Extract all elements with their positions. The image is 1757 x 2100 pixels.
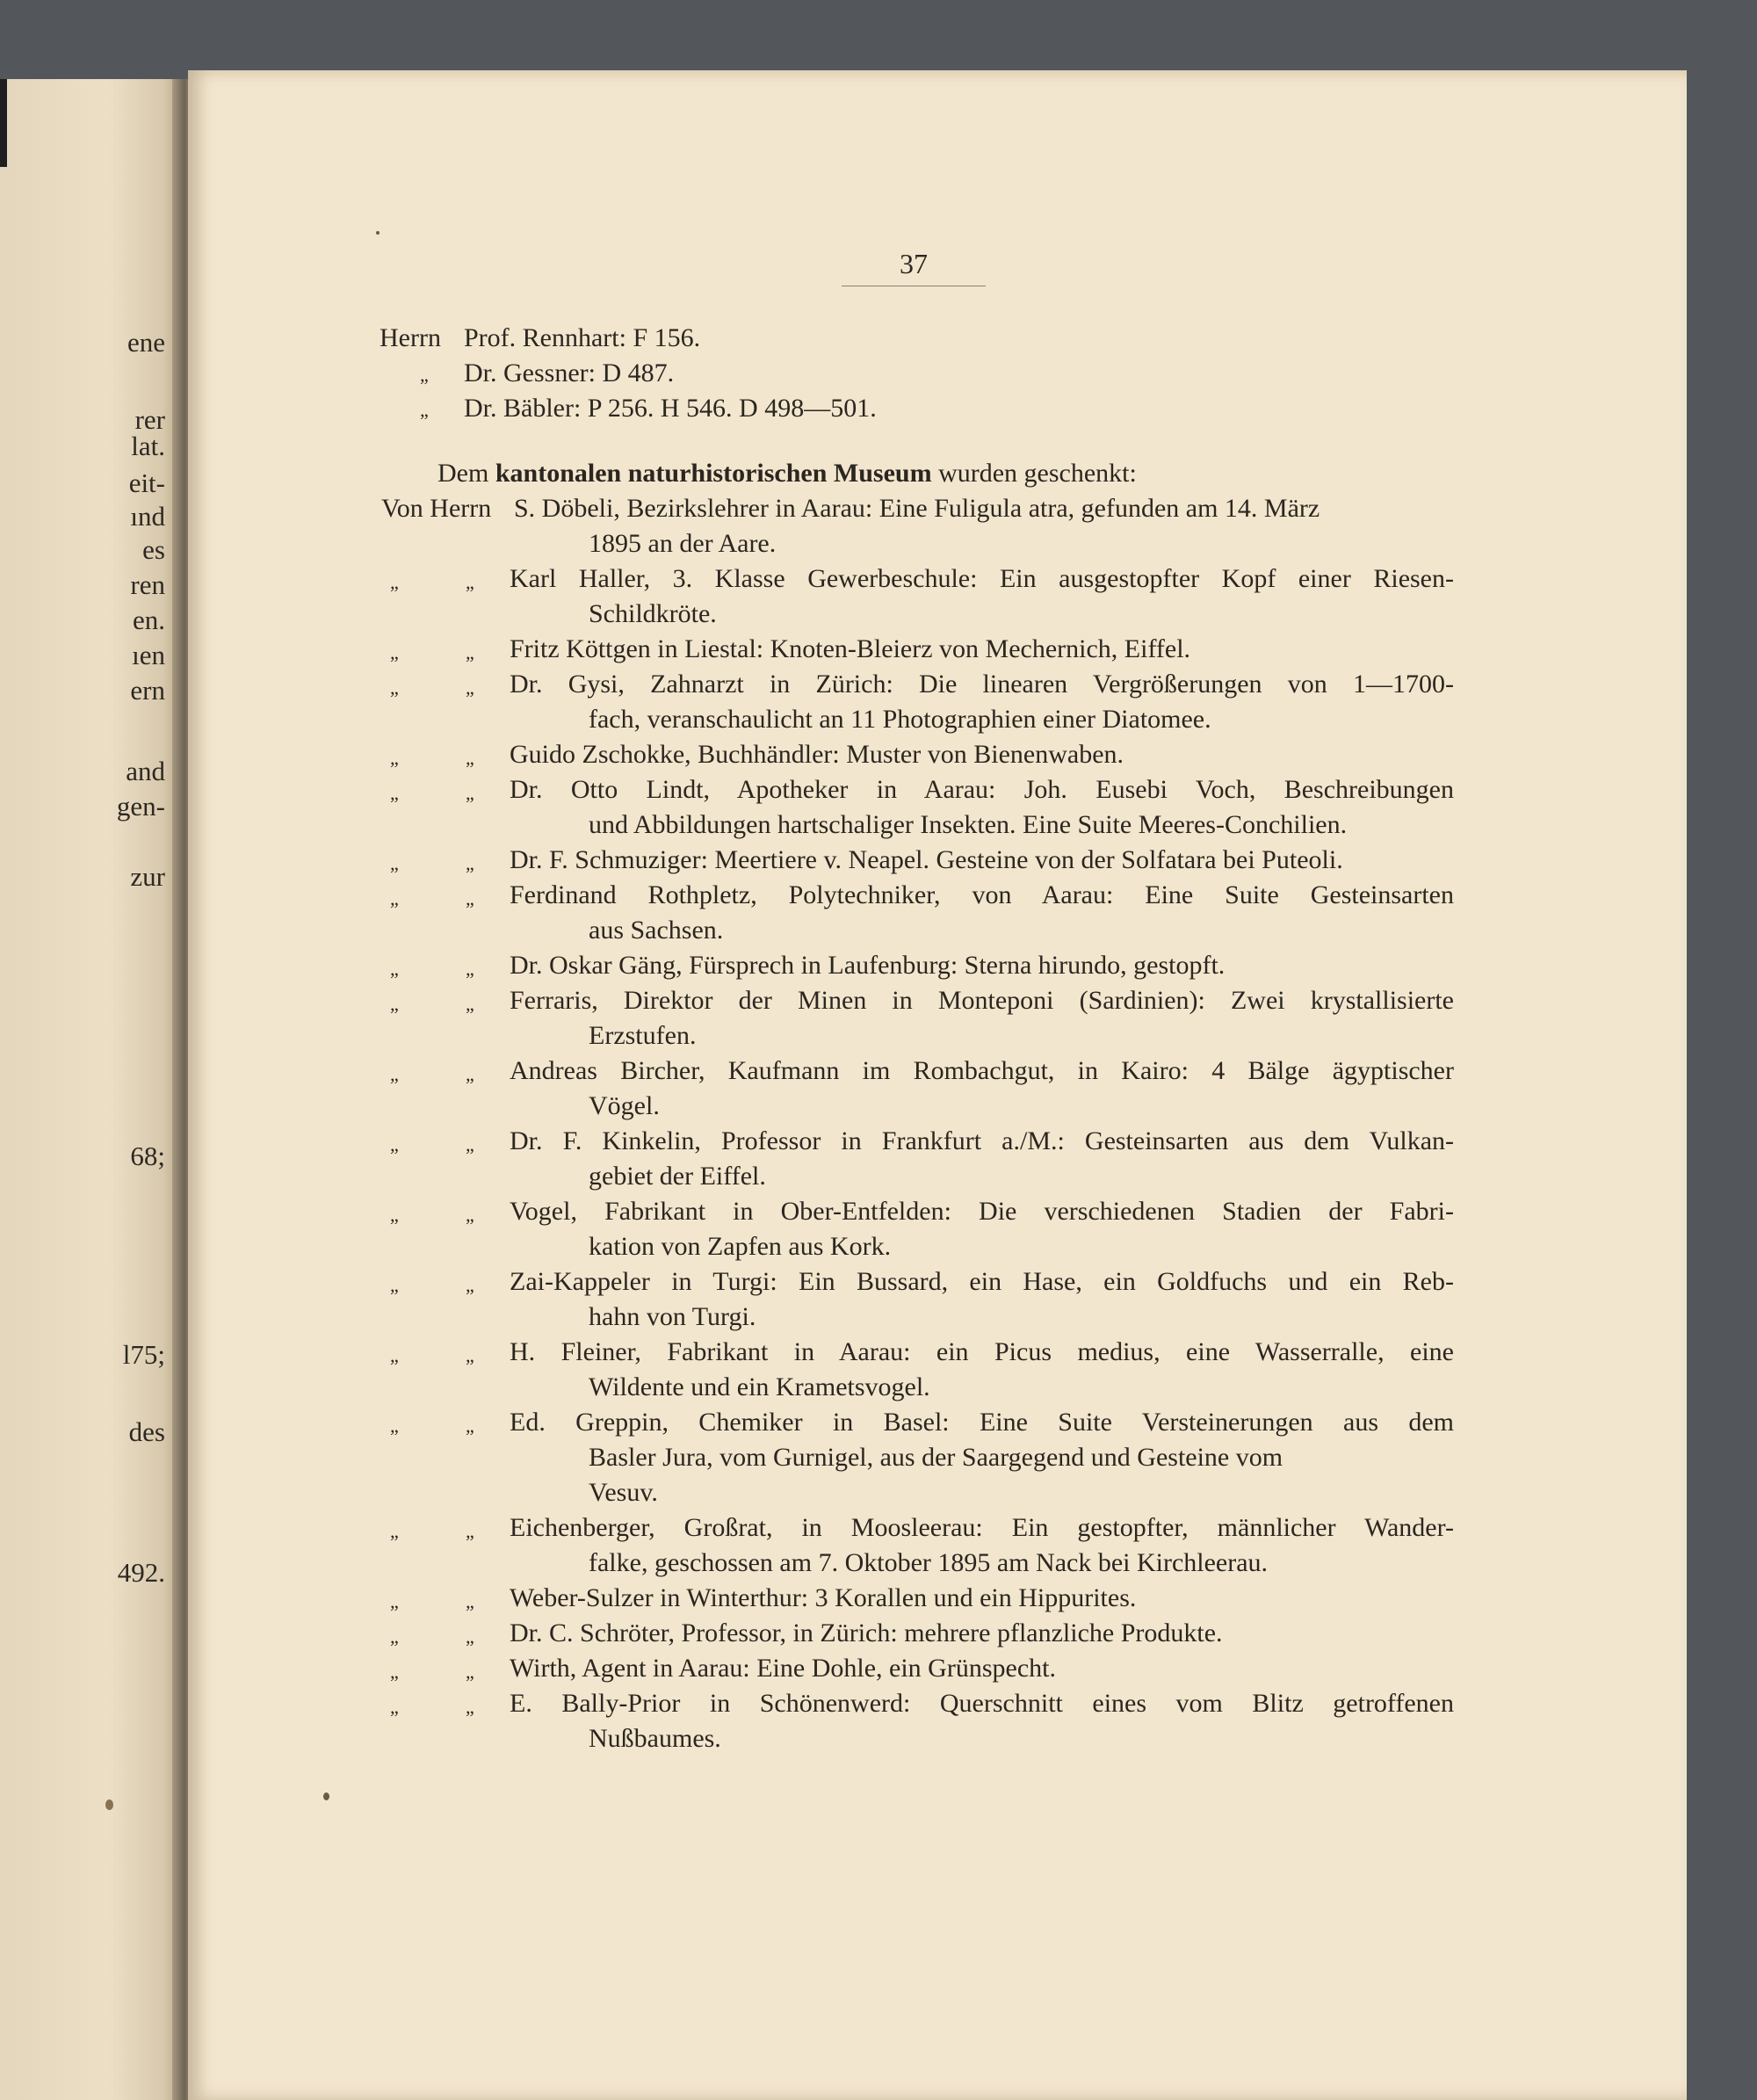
ditto-mark: „: [390, 641, 399, 663]
ditto-mark: „: [390, 1204, 399, 1226]
left-page-fragment: eit-: [128, 467, 165, 498]
heading-pre: Dem: [437, 459, 495, 488]
ditto-mark: „: [466, 1696, 474, 1718]
entry-continuation: kation von Zapfen aus Kork.: [589, 1232, 892, 1261]
entry-continuation: und Abbildungen hartschaliger Insekten. Eine Suite Meeres-Conchilien.: [589, 810, 1348, 839]
ditto-mark: „: [390, 1661, 399, 1683]
entry-continuation: gebiet der Eiffel.: [589, 1162, 766, 1191]
ditto-mark: „: [466, 852, 474, 874]
left-page-fragment: ıen: [132, 640, 165, 670]
left-page-fragment: ınd: [130, 501, 165, 532]
ledger-entry: Prof. Rennhart: F 156.: [464, 323, 701, 352]
entry-continuation: Vesuv.: [589, 1478, 658, 1507]
ditto-mark: „: [466, 782, 474, 804]
left-page-fragment: and: [126, 756, 165, 786]
entry-line: Ed. Greppin, Chemiker in Basel: Eine Suite Versteinerungen aus dem: [510, 1408, 1454, 1437]
left-page-fragment: 68;: [130, 1141, 165, 1171]
first-entry-line-1: S. Döbeli, Bezirkslehrer in Aarau: Eine Fuligula atra, gefunden am 14. März: [514, 494, 1320, 523]
ditto-mark: „: [390, 1590, 399, 1612]
ditto-mark: „: [390, 993, 399, 1015]
ditto-mark: „: [390, 852, 399, 874]
ditto-mark: „: [466, 747, 474, 769]
entry-line: Zai-Kappeler in Turgi: Ein Bussard, ein Hase, ein Goldfuchs und ein Reb-: [510, 1267, 1454, 1296]
ditto-mark: „: [420, 364, 429, 386]
first-entry-lead: Von Herrn: [381, 494, 492, 523]
ditto-mark: „: [390, 1344, 399, 1366]
ditto-mark: „: [466, 571, 474, 593]
ditto-mark: „: [466, 1661, 474, 1683]
museum-heading: [437, 460, 1137, 487]
ditto-mark: „: [466, 1204, 474, 1226]
entry-line: Eichenberger, Großrat, in Moosleerau: Ein gestopfter, männlicher Wander-: [510, 1513, 1454, 1542]
ditto-mark: „: [466, 1344, 474, 1366]
entry-continuation: Vögel.: [589, 1091, 660, 1120]
binding-shadow: [0, 79, 7, 167]
left-page-fragment: des: [128, 1416, 165, 1447]
left-page-fragment: 492.: [117, 1557, 165, 1588]
ditto-mark: „: [466, 1274, 474, 1296]
ditto-mark: „: [466, 641, 474, 663]
ledger-entry: Dr. Bäbler: P 256. H 546. D 498—501.: [464, 394, 877, 423]
entry-line: Ferdinand Rothpletz, Polytechniker, von Aarau: Eine Suite Gesteinsarten: [510, 880, 1454, 909]
entry-line: Karl Haller, 3. Klasse Gewerbeschule: Ein ausgestopfter Kopf einer Riesen-: [510, 564, 1454, 593]
entry-continuation: Erzstufen.: [589, 1021, 697, 1050]
entry-line: Guido Zschokke, Buchhändler: Muster von Bienenwaben.: [510, 740, 1124, 769]
ditto-mark: „: [390, 1626, 399, 1647]
ditto-mark: „: [390, 1133, 399, 1155]
ditto-mark: „: [390, 677, 399, 699]
entry-line: Dr. F. Kinkelin, Professor in Frankfurt a./M.: Gesteinsarten aus dem Vulkan-: [510, 1126, 1454, 1155]
ledger-prefix: Herrn: [380, 323, 441, 352]
entry-line: Fritz Köttgen in Liestal: Knoten-Bleierz von Mechernich, Eiffel.: [510, 634, 1191, 663]
ditto-mark: „: [466, 993, 474, 1015]
left-page-fragment: es: [142, 534, 165, 565]
paper-speck: [105, 1799, 113, 1810]
left-page-fragment: ern: [130, 675, 165, 706]
ditto-mark: „: [466, 1520, 474, 1542]
left-page-fragment: l75;: [122, 1339, 165, 1370]
entry-line: Dr. Otto Lindt, Apotheker in Aarau: Joh. Eusebi Voch, Beschreibungen: [510, 775, 1454, 804]
right-page: [188, 70, 1687, 2100]
ditto-mark: „: [466, 958, 474, 980]
ditto-mark: „: [390, 958, 399, 980]
ditto-mark: „: [466, 1133, 474, 1155]
left-page-fragment: rer: [134, 404, 165, 435]
entry-continuation: Basler Jura, vom Gurnigel, aus der Saargegend und Gesteine vom: [589, 1443, 1283, 1472]
ditto-mark: „: [466, 1415, 474, 1437]
heading-post: wurden geschenkt:: [931, 459, 1137, 488]
left-page-fragment: gen-: [116, 791, 165, 822]
ditto-mark: „: [390, 782, 399, 804]
entry-line: Dr. C. Schröter, Professor, in Zürich: mehrere pflanzliche Produkte.: [510, 1618, 1223, 1647]
left-page-fragment: lat.: [131, 431, 165, 461]
entry-continuation: Nußbaumes.: [589, 1724, 721, 1753]
entry-continuation: falke, geschossen am 7. Oktober 1895 am Nack bei Kirchleerau.: [589, 1548, 1269, 1577]
entry-line: Weber-Sulzer in Winterthur: 3 Korallen und ein Hippurites.: [510, 1583, 1137, 1612]
left-page-fragment: ren: [130, 569, 165, 600]
ditto-mark: „: [466, 1063, 474, 1085]
ditto-mark: „: [390, 1520, 399, 1542]
ditto-mark: „: [466, 1590, 474, 1612]
entry-continuation: Schildkröte.: [589, 599, 717, 628]
ditto-mark: „: [466, 677, 474, 699]
entry-line: Dr. Oskar Gäng, Fürsprech in Laufenburg: Sterna hirundo, gestopft.: [510, 951, 1226, 980]
paper-speck: [376, 231, 380, 235]
ledger-entry: Dr. Gessner: D 487.: [464, 358, 675, 387]
ditto-mark: „: [390, 747, 399, 769]
left-page-fragment: zur: [130, 861, 165, 892]
ditto-mark: „: [466, 887, 474, 909]
paper-speck: [323, 1792, 329, 1800]
entry-line: Wirth, Agent in Aarau: Eine Dohle, ein Grünspecht.: [510, 1654, 1056, 1683]
entry-line: Ferraris, Direktor der Minen in Monteponi (Sardinien): Zwei krystallisierte: [510, 986, 1454, 1015]
ditto-mark: „: [390, 1415, 399, 1437]
ditto-mark: „: [390, 887, 399, 909]
left-page-fragment: ene: [127, 327, 165, 358]
ditto-mark: „: [466, 1626, 474, 1647]
ditto-mark: „: [390, 1063, 399, 1085]
entry-line: Dr. F. Schmuziger: Meertiere v. Neapel. Gesteine von der Solfatara bei Puteoli.: [510, 845, 1343, 874]
ditto-mark: „: [390, 1696, 399, 1718]
heading-bold: kantonalen naturhistorischen Museum: [495, 459, 932, 488]
entry-line: E. Bally-Prior in Schönenwerd: Querschnitt eines vom Blitz getroffenen: [510, 1689, 1454, 1718]
page-number: 37: [900, 248, 928, 279]
ditto-mark: „: [390, 1274, 399, 1296]
entry-line: Andreas Bircher, Kaufmann im Rombachgut, in Kairo: 4 Bälge ägyptischer: [510, 1056, 1454, 1085]
entry-continuation: hahn von Turgi.: [589, 1302, 756, 1331]
left-page: [0, 79, 181, 2100]
ditto-mark: „: [390, 571, 399, 593]
entry-continuation: fach, veranschaulicht an 11 Photographien einer Diatomee.: [589, 705, 1211, 734]
entry-line: Vogel, Fabrikant in Ober-Entfelden: Die verschiedenen Stadien der Fabri-: [510, 1197, 1454, 1226]
entry-line: H. Fleiner, Fabrikant in Aarau: ein Picus medius, eine Wasserralle, eine: [510, 1337, 1454, 1366]
left-page-fragment: en.: [132, 605, 165, 635]
entry-line: Dr. Gysi, Zahnarzt in Zürich: Die linearen Vergrößerungen von 1—1700-: [510, 670, 1454, 699]
entry-continuation: Wildente und ein Krametsvogel.: [589, 1372, 930, 1401]
ditto-mark: „: [420, 399, 429, 421]
first-entry-line-2: 1895 an der Aare.: [589, 529, 777, 558]
entry-continuation: aus Sachsen.: [589, 916, 724, 945]
